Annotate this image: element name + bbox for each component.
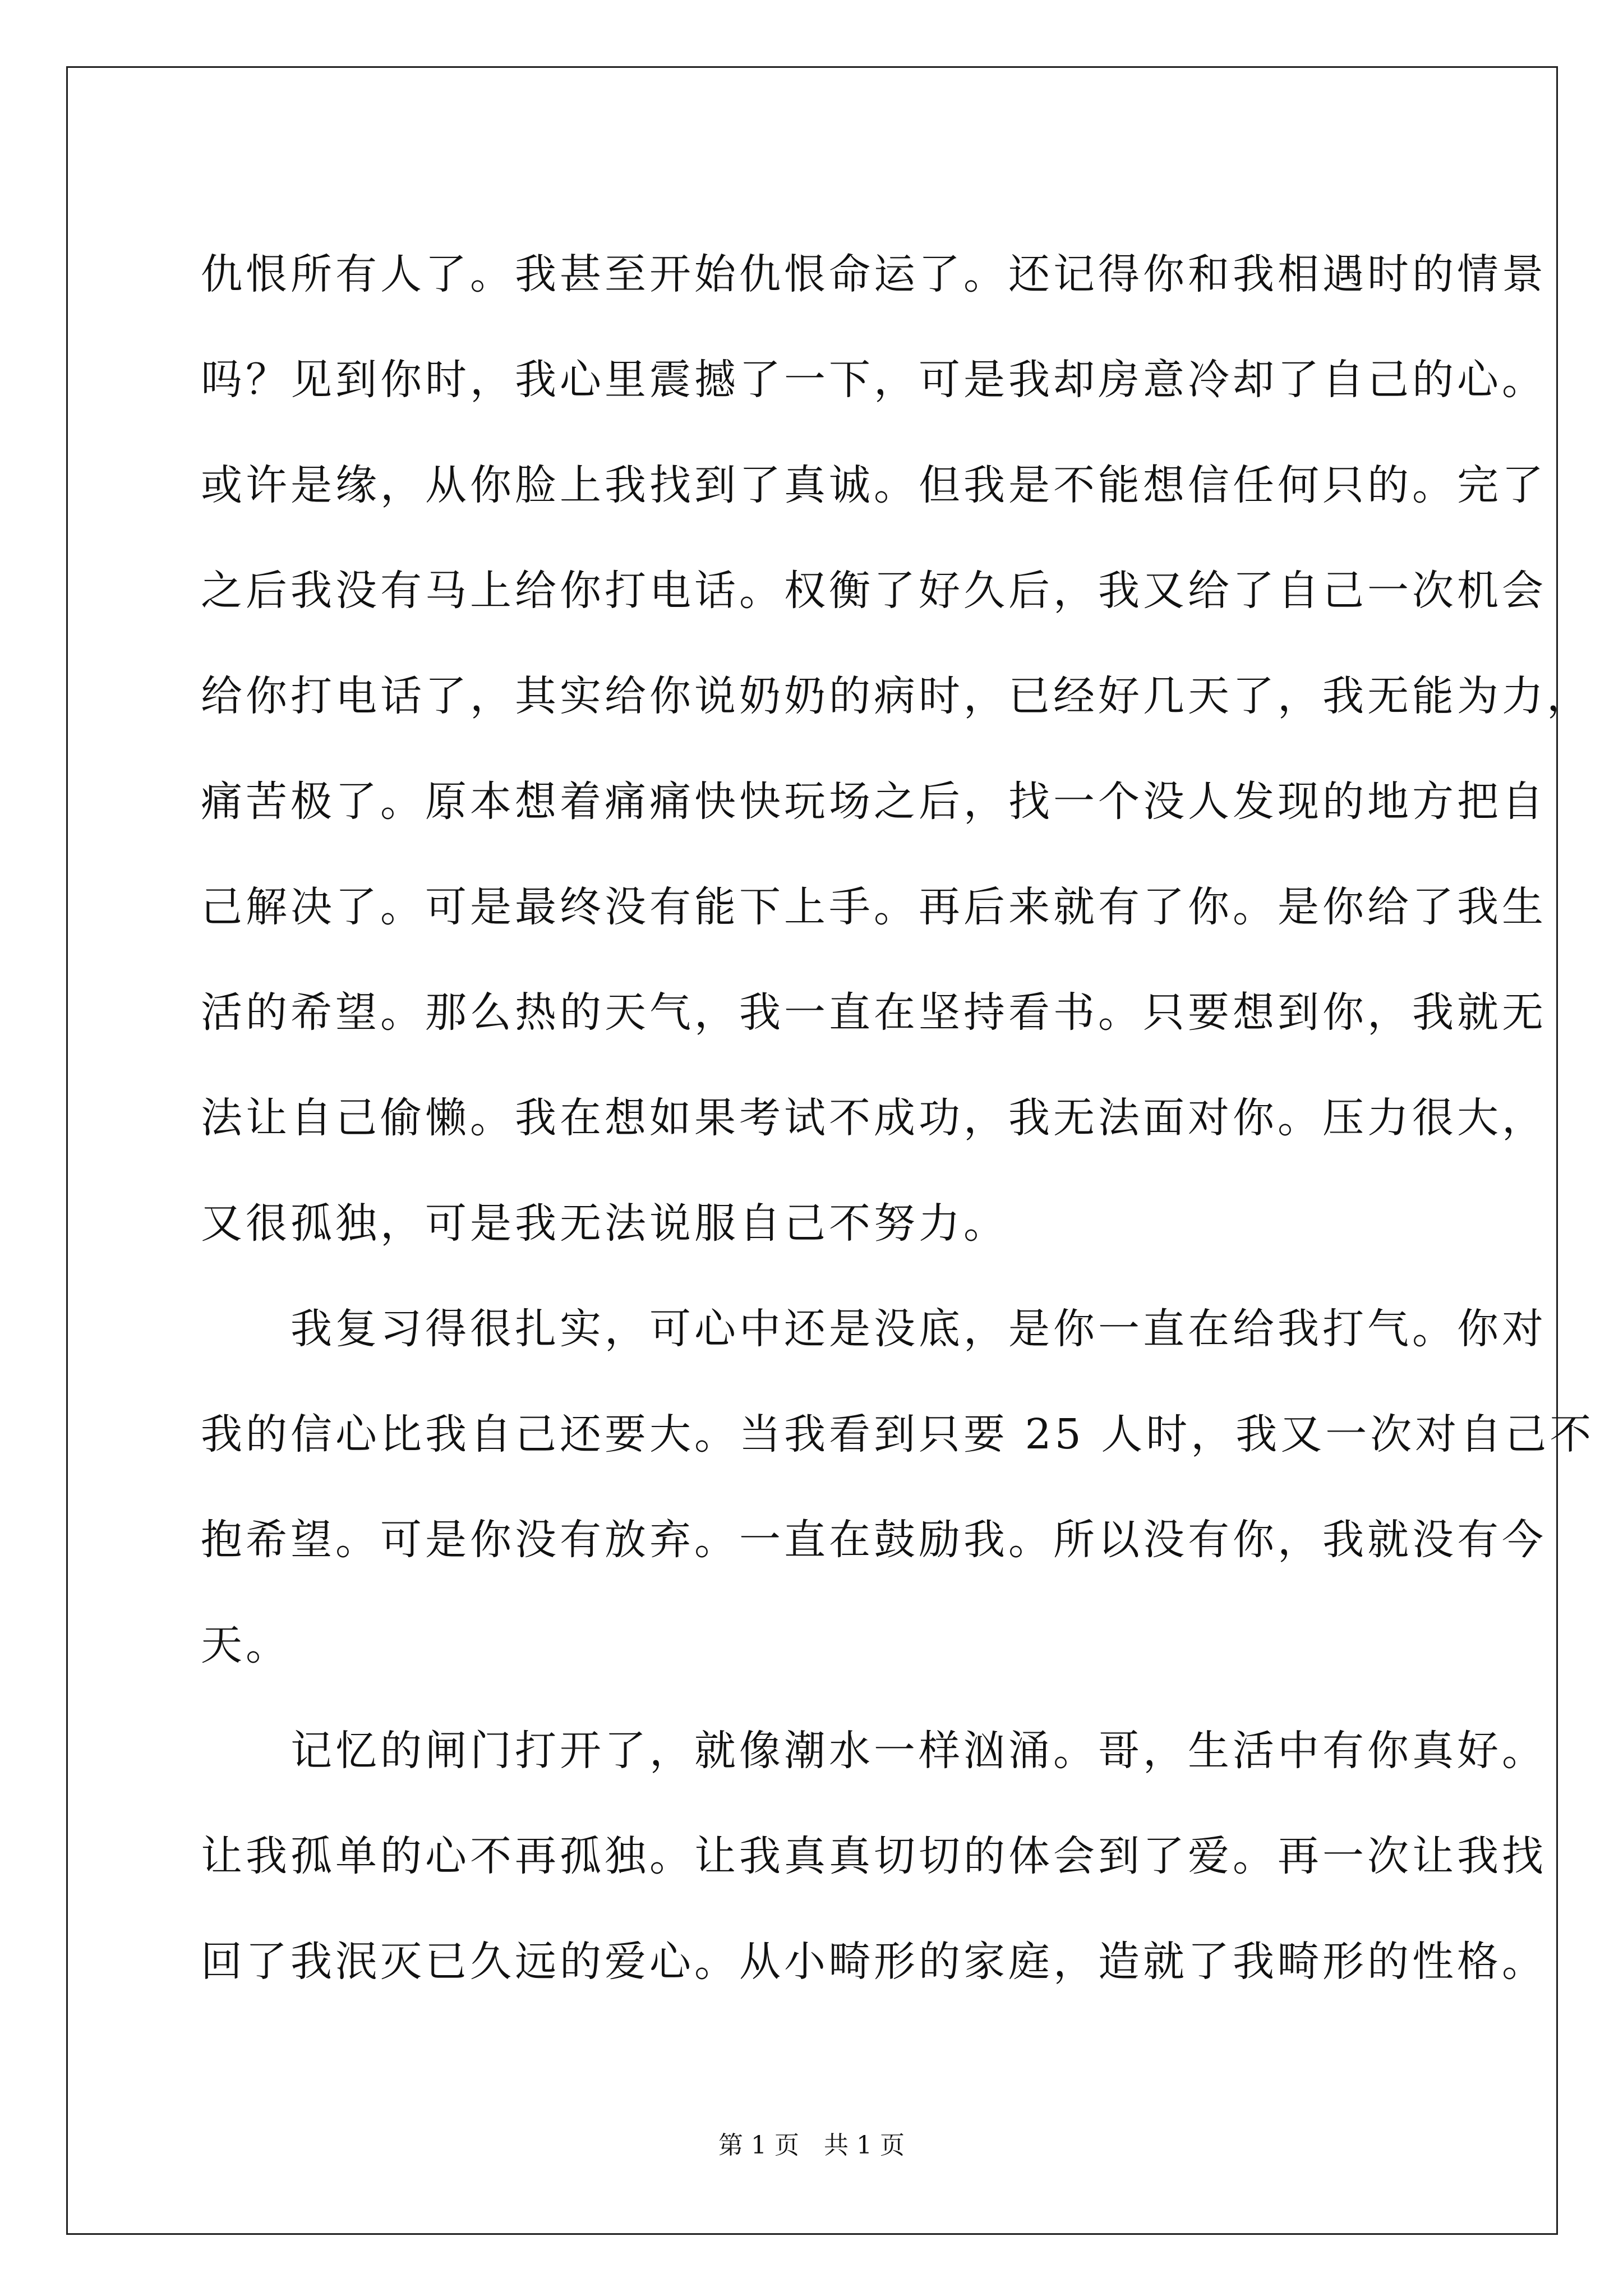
document-body	[201, 222, 1595, 2014]
text-line: 天。	[201, 1621, 291, 1669]
text-line: 或许是缘，从你脸上我找到了真诚。但我是不能想信任何只的。完了	[201, 461, 1547, 509]
text-line: 给你打电话了，其实给你说奶奶的病时，已经好几天了，我无能为力，	[201, 672, 1592, 720]
text-line: 仇恨所有人了。我甚至开始仇恨命运了。还记得你和我相遇时的情景	[201, 250, 1547, 298]
text-line: 记忆的闸门打开了，就像潮水一样汹涌。哥，生活中有你真好。	[201, 1727, 1547, 1775]
text-line: 己解决了。可是最终没有能下上手。再后来就有了你。是你给了我生	[201, 883, 1547, 931]
text-line: 痛苦极了。原本想着痛痛快快玩场之后，找一个没人发现的地方把自	[201, 777, 1547, 826]
text-line: 之后我没有马上给你打电话。权衡了好久后，我又给了自己一次机会	[201, 567, 1547, 615]
text-line: 我复习得很扎实，可心中还是没底，是你一直在给我打气。你对	[201, 1305, 1547, 1353]
text-line: 活的希望。那么热的天气，我一直在坚持看书。只要想到你，我就无	[201, 988, 1547, 1037]
text-line: 我的信心比我自己还要大。当我看到只要 25 人时，我又一次对自己不	[201, 1410, 1595, 1458]
text-line: 吗？见到你时，我心里震撼了一下，可是我却房意冷却了自己的心。	[201, 356, 1547, 404]
text-line: 让我孤单的心不再孤独。让我真真切切的体会到了爱。再一次让我找	[201, 1832, 1547, 1880]
text-line: 法让自己偷懒。我在想如果考试不成功，我无法面对你。压力很大，	[201, 1094, 1547, 1142]
text-line: 抱希望。可是你没有放弃。一直在鼓励我。所以没有你，我就没有今	[201, 1516, 1547, 1564]
text-line: 回了我泯灭已久远的爱心。从小畸形的家庭，造就了我畸形的性格。	[201, 1938, 1547, 1986]
text-line: 又很孤独，可是我无法说服自己不努力。	[201, 1199, 1008, 1248]
page-number-footer: 第 1 页 共 1 页	[718, 2131, 905, 2160]
